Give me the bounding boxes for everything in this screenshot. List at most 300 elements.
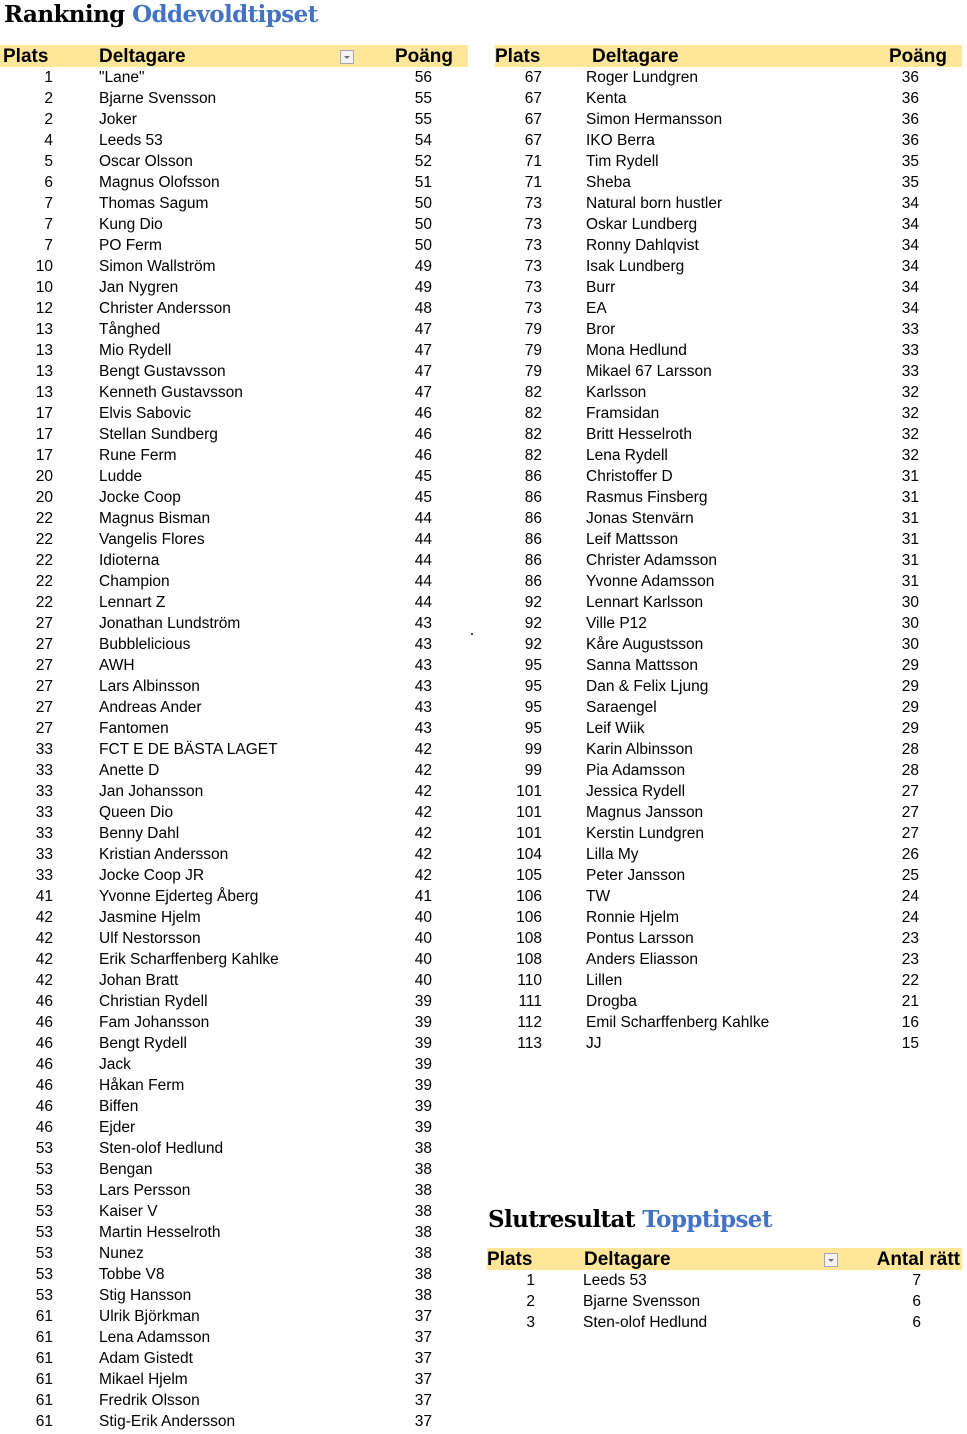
cell-deltagare: Magnus Bisman xyxy=(99,510,211,527)
table-row[interactable] xyxy=(0,487,468,508)
table-row[interactable] xyxy=(0,865,468,886)
cell-points: 34 xyxy=(901,300,919,317)
cell-plats: 42 xyxy=(35,972,53,989)
table-row[interactable] xyxy=(0,718,468,739)
cell-deltagare: Leif Wiik xyxy=(586,720,645,737)
table-row[interactable] xyxy=(495,361,962,382)
cell-deltagare: Ludde xyxy=(99,468,143,485)
cell-points: 29 xyxy=(901,720,919,737)
cell-plats: 73 xyxy=(524,216,542,233)
cell-points: 37 xyxy=(414,1329,432,1346)
table-row[interactable] xyxy=(0,928,468,949)
table-row[interactable] xyxy=(0,340,468,361)
cell-deltagare: Bengt Gustavsson xyxy=(99,363,226,380)
cell-deltagare: Jonathan Lundström xyxy=(99,615,241,632)
table-row[interactable] xyxy=(0,1411,468,1432)
cell-plats: 53 xyxy=(35,1203,53,1220)
table-row[interactable] xyxy=(0,1348,468,1369)
table-row[interactable] xyxy=(0,1390,468,1411)
table-row[interactable] xyxy=(0,172,468,193)
table-row[interactable] xyxy=(495,235,962,256)
table-row[interactable] xyxy=(0,445,468,466)
cell-points: 30 xyxy=(901,594,919,611)
table-row[interactable] xyxy=(0,1306,468,1327)
cell-deltagare: Magnus Jansson xyxy=(586,804,704,821)
cell-points: 24 xyxy=(901,909,919,926)
table-row[interactable] xyxy=(0,424,468,445)
cell-points: 42 xyxy=(414,762,432,779)
cell-deltagare: Thomas Sagum xyxy=(99,195,209,212)
table-header xyxy=(487,1248,962,1270)
table-row[interactable] xyxy=(495,445,962,466)
cell-points: 39 xyxy=(414,1119,432,1136)
table-row[interactable] xyxy=(0,655,468,676)
table-row[interactable] xyxy=(0,739,468,760)
table-row[interactable] xyxy=(0,970,468,991)
cell-points: 6 xyxy=(912,1293,921,1310)
cell-points: 42 xyxy=(414,867,432,884)
cell-plats: 42 xyxy=(35,951,53,968)
cell-plats: 67 xyxy=(524,69,542,86)
cell-deltagare: Framsidan xyxy=(586,405,660,422)
cell-plats: 22 xyxy=(35,594,53,611)
cell-deltagare: Anette D xyxy=(99,762,160,779)
cell-plats: 71 xyxy=(524,174,542,191)
cell-plats: 82 xyxy=(524,405,542,422)
table-row[interactable] xyxy=(0,844,468,865)
cell-deltagare: "Lane" xyxy=(99,69,145,86)
table-row[interactable] xyxy=(495,949,962,970)
cell-points: 50 xyxy=(414,195,432,212)
table-row[interactable] xyxy=(0,592,468,613)
table-row[interactable] xyxy=(0,1180,468,1201)
cell-deltagare: Idioterna xyxy=(99,552,160,569)
table-row[interactable] xyxy=(0,319,468,340)
cell-points: 24 xyxy=(901,888,919,905)
cell-points: 35 xyxy=(901,153,919,170)
cell-points: 38 xyxy=(414,1287,432,1304)
table-row[interactable] xyxy=(495,424,962,445)
cell-deltagare: Fredrik Olsson xyxy=(99,1392,200,1409)
cell-plats: 3 xyxy=(526,1314,535,1331)
header-antal-ratt[interactable]: Antal rätt xyxy=(876,1249,960,1270)
cell-deltagare: Fam Johansson xyxy=(99,1014,210,1031)
cell-points: 36 xyxy=(901,90,919,107)
cell-plats: 86 xyxy=(524,468,542,485)
cell-points: 28 xyxy=(901,741,919,758)
table-header xyxy=(0,45,468,67)
cell-points: 32 xyxy=(901,384,919,401)
table-row[interactable] xyxy=(0,823,468,844)
cell-deltagare: Christoffer D xyxy=(586,468,673,485)
table-row[interactable] xyxy=(495,1012,962,1033)
cell-plats: 61 xyxy=(35,1308,53,1325)
table-row[interactable] xyxy=(495,277,962,298)
cell-deltagare: Elvis Sabovic xyxy=(99,405,192,422)
cell-plats: 22 xyxy=(35,552,53,569)
cell-deltagare: Biffen xyxy=(99,1098,139,1115)
cell-plats: 46 xyxy=(35,993,53,1010)
table-row[interactable] xyxy=(0,403,468,424)
table-row[interactable] xyxy=(487,1270,962,1291)
table-row[interactable] xyxy=(0,214,468,235)
header-deltagare[interactable]: Deltagare xyxy=(584,1249,671,1270)
cell-plats: 67 xyxy=(524,132,542,149)
stray-mark xyxy=(471,633,473,635)
cell-plats: 95 xyxy=(524,678,542,695)
table-row[interactable] xyxy=(0,109,468,130)
table-row[interactable] xyxy=(0,886,468,907)
cell-plats: 33 xyxy=(35,762,53,779)
cell-points: 42 xyxy=(414,825,432,842)
cell-plats: 27 xyxy=(35,657,53,674)
table-row[interactable] xyxy=(495,886,962,907)
table-row[interactable] xyxy=(0,277,468,298)
table-row[interactable] xyxy=(0,802,468,823)
cell-deltagare: TW xyxy=(586,888,611,905)
cell-points: 44 xyxy=(414,552,432,569)
table-row[interactable] xyxy=(0,1264,468,1285)
cell-plats: 13 xyxy=(35,342,53,359)
table-row[interactable] xyxy=(0,1201,468,1222)
table-row[interactable] xyxy=(495,655,962,676)
table-row[interactable] xyxy=(495,382,962,403)
table-row[interactable] xyxy=(495,109,962,130)
cell-points: 32 xyxy=(901,447,919,464)
table-row[interactable] xyxy=(495,865,962,886)
cell-plats: 20 xyxy=(35,468,53,485)
cell-deltagare: JJ xyxy=(586,1035,602,1052)
cell-deltagare: Ronnie Hjelm xyxy=(586,909,680,926)
cell-plats: 106 xyxy=(516,888,542,905)
cell-plats: 1 xyxy=(44,69,53,86)
cell-points: 15 xyxy=(901,1035,919,1052)
cell-deltagare: Tånghed xyxy=(99,321,161,338)
table-row[interactable] xyxy=(0,1159,468,1180)
table-row[interactable] xyxy=(0,781,468,802)
cell-deltagare: Lena Rydell xyxy=(586,447,668,464)
cell-plats: 92 xyxy=(524,636,542,653)
cell-deltagare: Bror xyxy=(586,321,616,338)
cell-deltagare: Håkan Ferm xyxy=(99,1077,185,1094)
table-row[interactable] xyxy=(0,529,468,550)
table-row[interactable] xyxy=(495,529,962,550)
table-row[interactable] xyxy=(0,949,468,970)
cell-points: 27 xyxy=(901,804,919,821)
cell-deltagare: Mona Hedlund xyxy=(586,342,687,359)
cell-plats: 53 xyxy=(35,1182,53,1199)
final-title xyxy=(488,1206,772,1233)
table-row[interactable] xyxy=(495,781,962,802)
cell-points: 47 xyxy=(414,342,432,359)
table-row[interactable] xyxy=(495,151,962,172)
table-row[interactable] xyxy=(495,571,962,592)
cell-plats: 86 xyxy=(524,510,542,527)
cell-points: 33 xyxy=(901,342,919,359)
table-row[interactable] xyxy=(0,193,468,214)
cell-plats: 73 xyxy=(524,300,542,317)
cell-deltagare: Natural born hustler xyxy=(586,195,723,212)
table-row[interactable] xyxy=(0,88,468,109)
cell-plats: 46 xyxy=(35,1035,53,1052)
table-row[interactable] xyxy=(0,571,468,592)
table-row[interactable] xyxy=(495,697,962,718)
table-row[interactable] xyxy=(495,676,962,697)
cell-deltagare: Leeds 53 xyxy=(583,1272,647,1289)
cell-points: 34 xyxy=(901,216,919,233)
table-row[interactable] xyxy=(0,1033,468,1054)
table-row[interactable] xyxy=(495,214,962,235)
table-row[interactable] xyxy=(495,907,962,928)
cell-deltagare: Lena Adamsson xyxy=(99,1329,211,1346)
cell-deltagare: Jocke Coop xyxy=(99,489,181,506)
cell-deltagare: Simon Hermansson xyxy=(586,111,723,128)
cell-points: 41 xyxy=(414,888,432,905)
table-row[interactable] xyxy=(0,1327,468,1348)
table-row[interactable] xyxy=(495,550,962,571)
table-row[interactable] xyxy=(495,592,962,613)
cell-plats: 10 xyxy=(35,258,53,275)
table-row[interactable] xyxy=(0,697,468,718)
cell-deltagare: Erik Scharffenberg Kahlke xyxy=(99,951,279,968)
cell-deltagare: Jasmine Hjelm xyxy=(99,909,201,926)
cell-plats: 33 xyxy=(35,867,53,884)
cell-plats: 33 xyxy=(35,804,53,821)
cell-points: 32 xyxy=(901,405,919,422)
cell-deltagare: Martin Hesselroth xyxy=(99,1224,221,1241)
table-row[interactable] xyxy=(0,1117,468,1138)
table-row[interactable] xyxy=(495,508,962,529)
table-row[interactable] xyxy=(0,1285,468,1306)
cell-deltagare: Kerstin Lundgren xyxy=(586,825,705,842)
cell-plats: 73 xyxy=(524,237,542,254)
cell-points: 22 xyxy=(901,972,919,989)
cell-deltagare: Oskar Lundberg xyxy=(586,216,698,233)
table-row[interactable] xyxy=(487,1312,962,1333)
cell-plats: 13 xyxy=(35,321,53,338)
cell-plats: 53 xyxy=(35,1161,53,1178)
cell-plats: 53 xyxy=(35,1245,53,1262)
cell-points: 47 xyxy=(414,384,432,401)
cell-points: 7 xyxy=(912,1272,921,1289)
table-row[interactable] xyxy=(0,235,468,256)
table-row[interactable] xyxy=(495,130,962,151)
table-row[interactable] xyxy=(495,193,962,214)
table-row[interactable] xyxy=(495,1033,962,1054)
cell-plats: 101 xyxy=(516,825,542,842)
header-poang[interactable]: Poäng xyxy=(888,46,947,67)
table-row[interactable] xyxy=(0,130,468,151)
table-row[interactable] xyxy=(495,403,962,424)
table-row[interactable] xyxy=(495,823,962,844)
header-deltagare[interactable]: Deltagare xyxy=(99,46,186,67)
table-row[interactable] xyxy=(0,1243,468,1264)
cell-points: 47 xyxy=(414,363,432,380)
table-row[interactable] xyxy=(0,382,468,403)
table-row[interactable] xyxy=(0,508,468,529)
cell-deltagare: Queen Dio xyxy=(99,804,174,821)
table-row[interactable] xyxy=(0,1075,468,1096)
cell-plats: 112 xyxy=(517,1014,542,1031)
cell-points: 49 xyxy=(414,258,432,275)
header-plats[interactable]: Plats xyxy=(3,46,49,67)
cell-deltagare: Johan Bratt xyxy=(99,972,179,989)
table-row[interactable] xyxy=(495,256,962,277)
cell-points: 42 xyxy=(414,741,432,758)
table-row[interactable] xyxy=(0,550,468,571)
cell-points: 42 xyxy=(414,804,432,821)
table-row[interactable] xyxy=(0,1369,468,1390)
cell-deltagare: Ronny Dahlqvist xyxy=(586,237,699,254)
cell-plats: 2 xyxy=(44,111,53,128)
cell-points: 39 xyxy=(414,993,432,1010)
table-row[interactable] xyxy=(495,844,962,865)
cell-plats: 61 xyxy=(35,1350,53,1367)
table-row[interactable] xyxy=(0,907,468,928)
cell-points: 34 xyxy=(901,279,919,296)
cell-points: 36 xyxy=(901,132,919,149)
cell-points: 39 xyxy=(414,1056,432,1073)
filter-dropdown-icon[interactable] xyxy=(824,1253,838,1267)
table-row[interactable] xyxy=(0,1012,468,1033)
table-row[interactable] xyxy=(0,634,468,655)
cell-plats: 79 xyxy=(524,363,542,380)
cell-points: 34 xyxy=(901,195,919,212)
table-row[interactable] xyxy=(0,1054,468,1075)
cell-deltagare: Pia Adamsson xyxy=(586,762,686,779)
cell-plats: 79 xyxy=(524,321,542,338)
cell-points: 39 xyxy=(414,1014,432,1031)
cell-deltagare: Burr xyxy=(586,279,616,296)
table-row[interactable] xyxy=(0,1222,468,1243)
table-row[interactable] xyxy=(0,298,468,319)
table-row[interactable] xyxy=(0,67,468,88)
cell-points: 32 xyxy=(901,426,919,443)
cell-plats: 67 xyxy=(524,90,542,107)
table-row[interactable] xyxy=(495,487,962,508)
cell-deltagare: Kenta xyxy=(586,90,627,107)
cell-points: 37 xyxy=(414,1308,432,1325)
table-row[interactable] xyxy=(495,466,962,487)
cell-plats: 22 xyxy=(35,510,53,527)
cell-plats: 27 xyxy=(35,699,53,716)
cell-points: 27 xyxy=(901,783,919,800)
cell-points: 48 xyxy=(414,300,432,317)
cell-deltagare: Joker xyxy=(99,111,137,128)
cell-points: 31 xyxy=(901,531,919,548)
table-row[interactable] xyxy=(487,1291,962,1312)
cell-points: 47 xyxy=(414,321,432,338)
table-row[interactable] xyxy=(495,928,962,949)
table-row[interactable] xyxy=(495,634,962,655)
final-title-accent: Topptipset xyxy=(642,1206,772,1233)
table-row[interactable] xyxy=(495,739,962,760)
table-row[interactable] xyxy=(0,676,468,697)
cell-plats: 17 xyxy=(35,405,53,422)
cell-deltagare: EA xyxy=(586,300,607,317)
cell-points: 39 xyxy=(414,1077,432,1094)
table-row[interactable] xyxy=(0,760,468,781)
table-row[interactable] xyxy=(495,613,962,634)
table-row[interactable] xyxy=(495,298,962,319)
cell-plats: 46 xyxy=(35,1119,53,1136)
table-row[interactable] xyxy=(495,340,962,361)
cell-plats: 20 xyxy=(35,489,53,506)
table-row[interactable] xyxy=(0,1138,468,1159)
cell-plats: 33 xyxy=(35,741,53,758)
cell-points: 36 xyxy=(901,111,919,128)
header-plats[interactable]: Plats xyxy=(487,1249,533,1270)
cell-plats: 1 xyxy=(526,1272,535,1289)
cell-points: 36 xyxy=(901,69,919,86)
table-row[interactable] xyxy=(0,151,468,172)
cell-plats: 104 xyxy=(516,846,542,863)
cell-deltagare: Rune Ferm xyxy=(99,447,177,464)
table-row[interactable] xyxy=(495,991,962,1012)
header-deltagare[interactable]: Deltagare xyxy=(592,46,679,67)
cell-plats: 33 xyxy=(35,825,53,842)
ranking-table-left xyxy=(0,45,468,1432)
table-row[interactable] xyxy=(0,466,468,487)
cell-points: 44 xyxy=(414,594,432,611)
cell-plats: 101 xyxy=(516,783,542,800)
cell-points: 31 xyxy=(901,468,919,485)
ranking-title-main: Rankning xyxy=(4,1,125,28)
cell-deltagare: Kenneth Gustavsson xyxy=(99,384,243,401)
cell-plats: 17 xyxy=(35,426,53,443)
cell-plats: 92 xyxy=(524,594,542,611)
header-poang[interactable]: Poäng xyxy=(394,46,453,67)
table-row[interactable] xyxy=(0,1096,468,1117)
table-row[interactable] xyxy=(0,361,468,382)
cell-points: 27 xyxy=(901,825,919,842)
table-row[interactable] xyxy=(495,802,962,823)
cell-deltagare: PO Ferm xyxy=(99,237,162,254)
table-row[interactable] xyxy=(495,760,962,781)
table-row[interactable] xyxy=(495,67,962,88)
cell-points: 43 xyxy=(414,720,432,737)
table-row[interactable] xyxy=(0,256,468,277)
cell-points: 46 xyxy=(414,405,432,422)
filter-dropdown-icon[interactable] xyxy=(340,50,354,64)
cell-plats: 4 xyxy=(44,132,53,149)
final-table xyxy=(487,1248,962,1333)
table-row[interactable] xyxy=(0,613,468,634)
table-row[interactable] xyxy=(0,991,468,1012)
cell-deltagare: Pontus Larsson xyxy=(586,930,694,947)
cell-plats: 7 xyxy=(44,195,53,212)
cell-plats: 42 xyxy=(35,909,53,926)
cell-points: 40 xyxy=(414,951,432,968)
header-plats[interactable]: Plats xyxy=(495,46,541,67)
cell-plats: 106 xyxy=(516,909,542,926)
table-row[interactable] xyxy=(495,88,962,109)
cell-plats: 61 xyxy=(35,1392,53,1409)
cell-plats: 5 xyxy=(44,153,53,170)
cell-points: 38 xyxy=(414,1161,432,1178)
table-row[interactable] xyxy=(495,970,962,991)
cell-deltagare: Jan Johansson xyxy=(99,783,204,800)
table-row[interactable] xyxy=(495,172,962,193)
table-row[interactable] xyxy=(495,319,962,340)
table-row[interactable] xyxy=(495,718,962,739)
cell-points: 39 xyxy=(414,1035,432,1052)
cell-deltagare: Andreas Ander xyxy=(99,699,202,716)
cell-plats: 22 xyxy=(35,573,53,590)
cell-points: 29 xyxy=(901,678,919,695)
cell-plats: 53 xyxy=(35,1287,53,1304)
cell-points: 23 xyxy=(901,930,919,947)
